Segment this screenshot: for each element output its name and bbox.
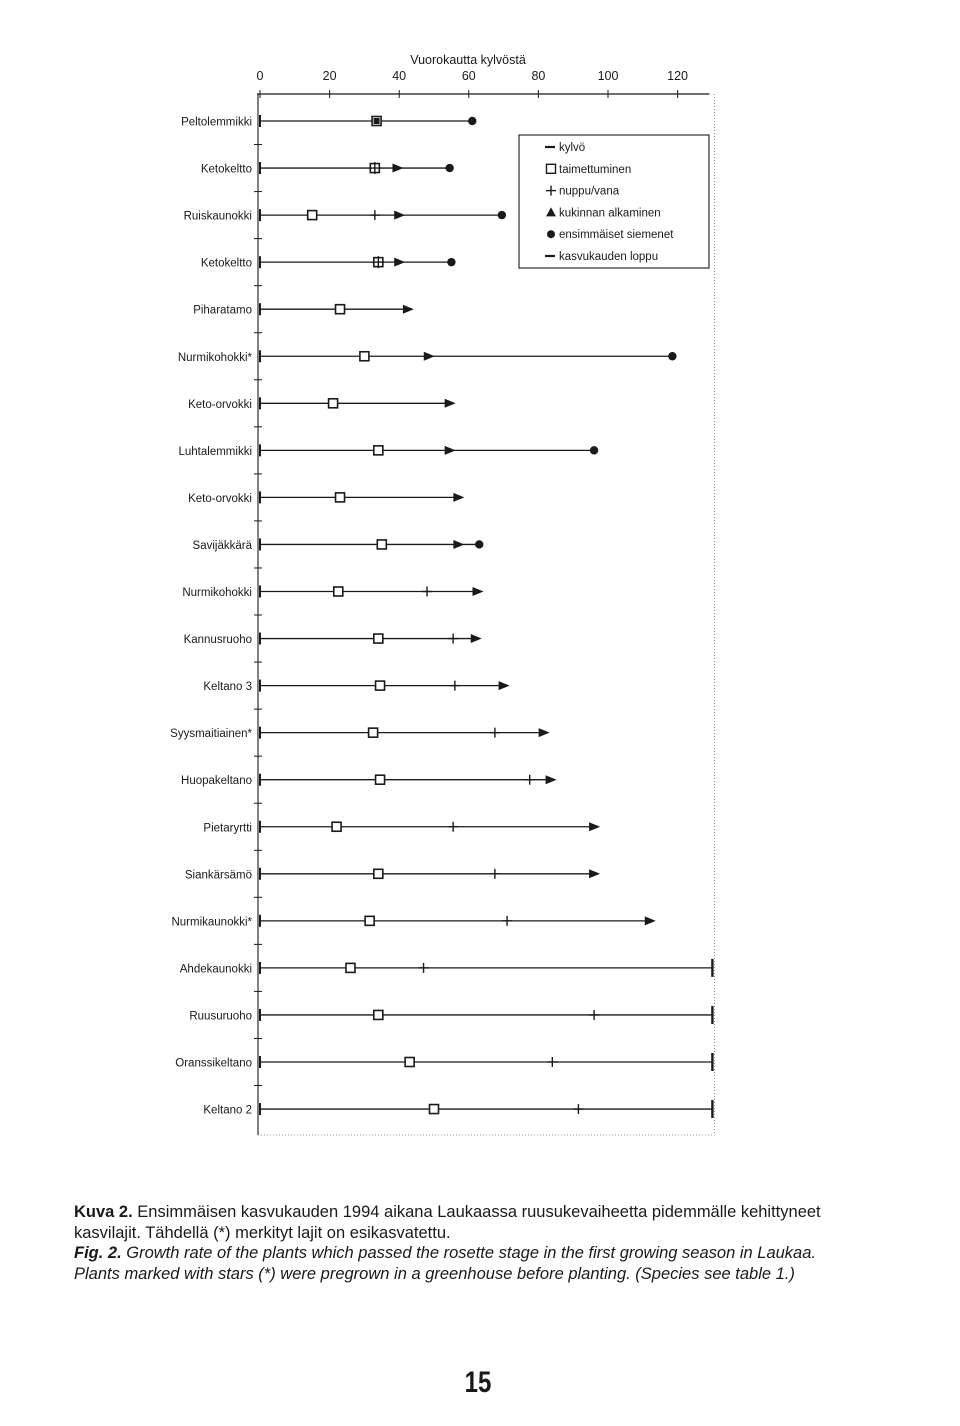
species-label: Ketokeltto bbox=[200, 257, 252, 270]
species-label: Kannusruoho bbox=[183, 634, 252, 647]
legend-square-icon bbox=[547, 164, 556, 173]
emergence-marker bbox=[308, 211, 317, 220]
bud-marker bbox=[370, 210, 380, 220]
page-number: 15 bbox=[464, 1366, 492, 1399]
emergence-marker bbox=[336, 493, 345, 502]
legend-label: kylvö bbox=[559, 142, 586, 154]
x-tick-label: 0 bbox=[256, 69, 264, 83]
caption-en-text: Growth rate of the plants which passed the rosette stage in the first growing season in Laukaa. Plants marked with stars (*) were pregrown in a greenhouse before planting. (Species see table 1.) bbox=[74, 1244, 816, 1283]
emergence-marker bbox=[405, 1058, 414, 1067]
species-row bbox=[181, 115, 476, 129]
emergence-marker bbox=[376, 681, 385, 690]
flowering-marker bbox=[539, 728, 550, 737]
species-row bbox=[188, 380, 456, 411]
species-row bbox=[179, 427, 599, 458]
species-row bbox=[171, 897, 655, 928]
caption-english bbox=[74, 1243, 864, 1285]
emergence-marker bbox=[346, 963, 355, 972]
x-tick-label: 120 bbox=[667, 69, 689, 83]
flowering-marker bbox=[645, 916, 656, 925]
seed-marker bbox=[498, 211, 506, 219]
species-label: Ruusuruoho bbox=[189, 1010, 252, 1023]
legend-label: taimettuminen bbox=[559, 163, 632, 176]
seed-marker bbox=[668, 352, 676, 360]
flowering-marker bbox=[589, 869, 600, 878]
flowering-marker bbox=[546, 775, 557, 784]
emergence-marker bbox=[374, 446, 383, 455]
species-row bbox=[189, 991, 712, 1024]
caption-en-label: Fig. 2. bbox=[74, 1244, 122, 1262]
seed-marker bbox=[468, 117, 476, 125]
emergence-marker bbox=[360, 352, 369, 361]
legend-box bbox=[519, 135, 709, 268]
emergence-marker bbox=[374, 869, 383, 878]
caption-finnish bbox=[74, 1202, 864, 1244]
species-row bbox=[170, 709, 549, 740]
species-row bbox=[203, 662, 509, 693]
emergence-marker bbox=[332, 822, 341, 831]
x-tick-label: 60 bbox=[461, 69, 476, 83]
species-label: Keltano 2 bbox=[203, 1104, 252, 1117]
bud-marker bbox=[490, 728, 500, 738]
emergence-marker bbox=[376, 775, 385, 784]
legend-label: kukinnan alkaminen bbox=[559, 207, 661, 220]
species-label: Siankärsämö bbox=[184, 869, 252, 882]
flowering-marker bbox=[392, 164, 403, 173]
legend-label: kasvukauden loppu bbox=[559, 251, 659, 263]
flowering-marker bbox=[394, 258, 405, 267]
flowering-marker bbox=[403, 305, 414, 314]
species-row bbox=[203, 803, 600, 834]
species-label: Piharatamo bbox=[193, 304, 252, 317]
species-label: Keto-orvokki bbox=[188, 398, 252, 411]
bud-marker bbox=[448, 634, 458, 644]
species-row bbox=[178, 333, 677, 364]
legend-item bbox=[547, 229, 674, 241]
flowering-marker bbox=[424, 352, 435, 361]
x-tick-label: 80 bbox=[531, 69, 546, 83]
species-label: Ketokeltto bbox=[200, 163, 252, 176]
emergence-marker bbox=[369, 728, 378, 737]
flowering-marker bbox=[499, 681, 510, 690]
species-label: Luhtalemmikki bbox=[178, 445, 252, 458]
species-label: Keltano 3 bbox=[203, 681, 252, 694]
emergence-marker bbox=[369, 162, 381, 174]
emergence-marker bbox=[374, 1010, 383, 1019]
seed-marker bbox=[590, 446, 598, 454]
seed-marker bbox=[475, 540, 483, 548]
flowering-marker bbox=[394, 211, 405, 220]
bud-marker bbox=[547, 1057, 557, 1067]
bud-marker bbox=[419, 963, 429, 973]
species-row bbox=[175, 1038, 712, 1071]
flowering-marker bbox=[453, 540, 464, 549]
legend-item bbox=[546, 207, 661, 219]
species-label: Nurmikaunokki* bbox=[171, 916, 252, 929]
bud-marker bbox=[525, 775, 535, 785]
legend-item bbox=[547, 164, 632, 176]
species-row bbox=[193, 521, 484, 552]
species-label: Oranssikeltano bbox=[175, 1057, 252, 1070]
legend-label: nuppu/vana bbox=[559, 185, 620, 198]
bud-marker bbox=[450, 681, 460, 691]
species-label: Syysmaitiainen* bbox=[170, 728, 252, 741]
emergence-marker bbox=[377, 540, 386, 549]
x-tick-label: 40 bbox=[392, 69, 407, 83]
legend bbox=[519, 135, 709, 268]
species-label: Nurmikohokki bbox=[182, 587, 252, 599]
emergence-marker bbox=[374, 634, 383, 643]
species-row bbox=[184, 615, 482, 646]
bud-marker bbox=[573, 1104, 583, 1114]
bud-marker bbox=[589, 1010, 599, 1020]
chart-title: Vuorokautta kylvöstä bbox=[410, 53, 526, 67]
emergence-marker bbox=[365, 916, 374, 925]
emergence-marker bbox=[334, 587, 343, 596]
species-label: Keto-orvokki bbox=[188, 492, 252, 505]
emergence-marker bbox=[372, 256, 384, 268]
bud-marker bbox=[422, 587, 432, 597]
species-row bbox=[193, 286, 414, 317]
emergence-marker bbox=[372, 117, 381, 126]
legend-label: ensimmäiset siemenet bbox=[559, 229, 674, 242]
species-label: Peltolemmikki bbox=[181, 116, 252, 129]
species-label: Nurmikohokki* bbox=[177, 351, 252, 364]
species-row bbox=[182, 568, 483, 599]
species-label: Huopakeltano bbox=[181, 775, 252, 788]
x-tick-label: 100 bbox=[597, 69, 619, 83]
legend-circle-icon bbox=[547, 230, 555, 238]
species-row bbox=[184, 192, 506, 223]
species-label: Savijäkkärä bbox=[192, 539, 252, 552]
species-label: Pietaryrtti bbox=[203, 822, 252, 835]
flowering-marker bbox=[445, 446, 456, 455]
species-row bbox=[188, 474, 464, 505]
bud-marker bbox=[448, 822, 458, 832]
species-label: Ahdekaunokki bbox=[179, 963, 252, 976]
flowering-marker bbox=[473, 587, 484, 596]
species-row bbox=[201, 239, 456, 270]
legend-item bbox=[545, 251, 658, 263]
caption-fi-text: Ensimmäisen kasvukauden 1994 aikana Laukaassa ruusukevaiheetta pidemmälle kehittyneet kasvilajit. Tähdellä (*) merkityt lajit on esikasvatettu. bbox=[74, 1203, 821, 1242]
emergence-marker bbox=[336, 305, 345, 314]
species-row bbox=[201, 145, 454, 176]
seed-marker bbox=[445, 164, 453, 172]
flowering-marker bbox=[589, 822, 600, 831]
species-row bbox=[185, 850, 600, 881]
flowering-marker bbox=[445, 399, 456, 408]
species-row bbox=[181, 756, 557, 787]
species-row bbox=[180, 944, 713, 977]
species-label: Ruiskaunokki bbox=[183, 210, 252, 223]
bud-marker bbox=[490, 869, 500, 879]
bud-marker bbox=[502, 916, 512, 926]
flowering-marker bbox=[471, 634, 482, 643]
x-tick-label: 20 bbox=[322, 69, 337, 83]
species-row bbox=[203, 1086, 712, 1119]
emergence-marker bbox=[430, 1105, 439, 1114]
caption-fi-label: Kuva 2. bbox=[74, 1203, 133, 1221]
seed-marker bbox=[447, 258, 455, 266]
emergence-marker bbox=[329, 399, 338, 408]
flowering-marker bbox=[453, 493, 464, 502]
